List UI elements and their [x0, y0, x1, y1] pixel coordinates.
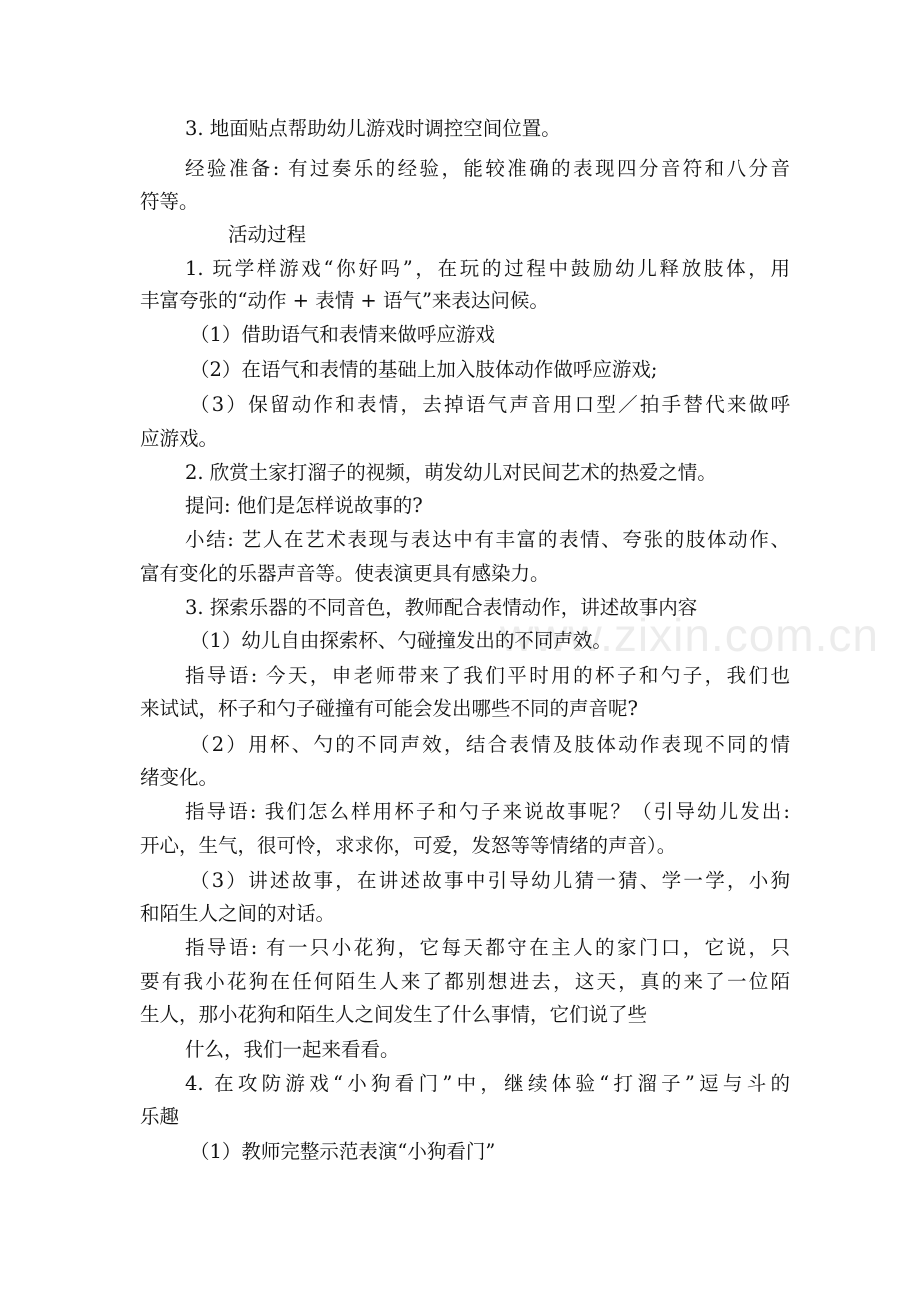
text-line: 绪变化。 [140, 766, 219, 789]
text-line: 3. 地面贴点帮助幼儿游戏时调控空间位置。 [185, 117, 561, 140]
text-line: 富有变化的乐器声音等。使表演更具有感染力。 [140, 562, 550, 585]
text-line: 什么，我们一起来看看。 [185, 1038, 400, 1061]
text-line: 经验准备: 有过奏乐的经验，能较准确的表现四分音符和八分音 [185, 157, 790, 180]
text-line: 丰富夸张的“动作 + 表情 + 语气”来表达问候。 [140, 289, 549, 312]
text-line: 开心，生气，很可怜，求求你，可爱，发怒等等情绪的声音）。 [140, 834, 677, 857]
text-line: 符等。 [140, 190, 199, 213]
text-line: （3）保留动作和表情，去掉语气声音用口型／拍手替代来做呼 [190, 393, 790, 416]
text-line: （3）讲述故事，在讲述故事中引导幼儿猜一猜、学一学，小狗 [190, 869, 790, 892]
text-line: 4. 在攻防游戏“小狗看门”中，继续体验“打溜子”逗与斗的 [185, 1072, 790, 1095]
text-line: 3. 探索乐器的不同音色，教师配合表情动作，讲述故事内容 [185, 596, 698, 619]
text-line: （1）借助语气和表情来做呼应游戏 [190, 323, 495, 346]
section-title: 活动过程 [228, 223, 307, 246]
text-line: 要有我小花狗在任何陌生人来了都别想进去，这天，真的来了一位陌 [140, 970, 790, 993]
text-line: 提问: 他们是怎样说故事的? [185, 494, 423, 517]
text-line: 应游戏。 [140, 427, 219, 450]
text-line: 2. 欣赏土家打溜子的视频，萌发幼儿对民间艺术的热爱之情。 [185, 461, 717, 484]
text-line: 生人，那小花狗和陌生人之间发生了什么事情，它们说了些 [140, 1003, 648, 1026]
text-line: 1. 玩学样游戏“你好吗”，在玩的过程中鼓励幼儿释放肢体，用 [185, 257, 790, 280]
watermark: www.zixin.com.cn [500, 609, 879, 661]
text-line: 指导语: 今天，申老师带来了我们平时用的杯子和勺子，我们也 [185, 664, 790, 687]
text-line: （1）教师完整示范表演“小狗看门” [190, 1140, 496, 1163]
text-line: 和陌生人之间的对话。 [140, 902, 336, 925]
text-line: （2）在语气和表情的基础上加入肢体动作做呼应游戏; [190, 358, 658, 381]
text-line: 来试试，杯子和勺子碰撞有可能会发出哪些不同的声音呢? [140, 697, 638, 720]
text-line: 小结: 艺人在艺术表现与表达中有丰富的表情、夸张的肢体动作、 [185, 528, 790, 551]
text-line: 指导语: 有一只小花狗，它每天都守在主人的家门口，它说，只 [185, 936, 790, 959]
text-line: （1）幼儿自由探索杯、勺碰撞发出的不同声效。 [190, 629, 612, 652]
text-line: （2）用杯、勺的不同声效，结合表情及肢体动作表现不同的情 [190, 733, 790, 756]
text-line: 乐趣 [140, 1105, 180, 1128]
text-line: 指导语: 我们怎么样用杯子和勺子来说故事呢？（引导幼儿发出: [185, 800, 790, 823]
